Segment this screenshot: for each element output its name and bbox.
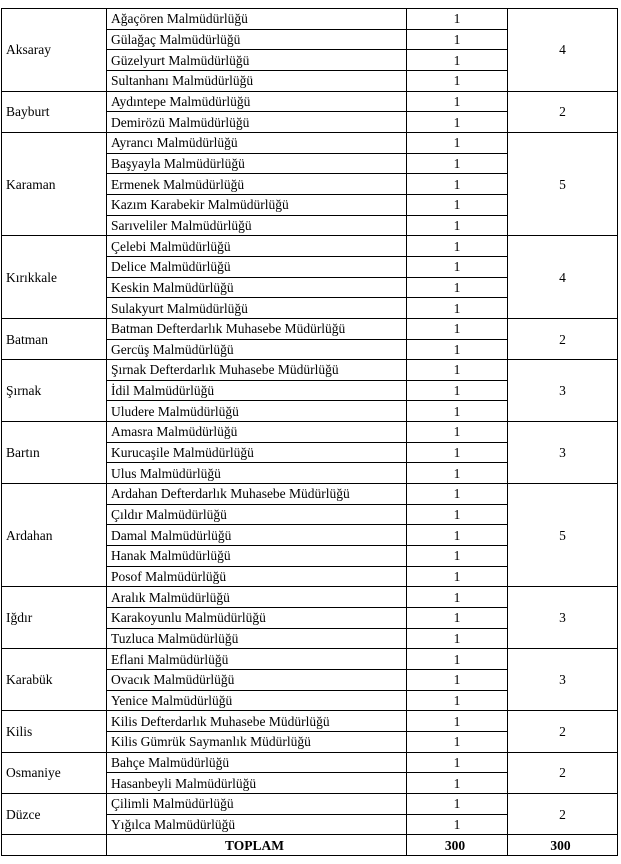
office-count-cell: 1	[407, 670, 508, 691]
table-row	[2, 711, 618, 732]
office-name-cell: Demirözü Malmüdürlüğü	[107, 112, 407, 133]
office-count-cell: 1	[407, 690, 508, 711]
office-count-cell: 1	[407, 29, 508, 50]
office-count-cell: 1	[407, 752, 508, 773]
office-count-cell: 1	[407, 318, 508, 339]
office-name-cell: Kilis Defterdarlık Muhasebe Müdürlüğü	[107, 711, 407, 732]
office-count-cell: 1	[407, 628, 508, 649]
office-name-cell: Hanak Malmüdürlüğü	[107, 546, 407, 567]
office-count-cell: 1	[407, 442, 508, 463]
office-count-cell: 1	[407, 277, 508, 298]
office-name-cell: Ovacık Malmüdürlüğü	[107, 670, 407, 691]
total-label: TOPLAM	[107, 835, 407, 856]
province-total-cell: 4	[508, 236, 618, 319]
province-cell: Bartın	[2, 422, 107, 484]
office-count-cell: 1	[407, 70, 508, 91]
table-row	[2, 9, 618, 30]
office-name-cell: Eflani Malmüdürlüğü	[107, 649, 407, 670]
office-count-cell: 1	[407, 401, 508, 422]
office-name-cell: Tuzluca Malmüdürlüğü	[107, 628, 407, 649]
office-name-cell: Güzelyurt Malmüdürlüğü	[107, 50, 407, 71]
office-count-cell: 1	[407, 174, 508, 195]
office-name-cell: Ermenek Malmüdürlüğü	[107, 174, 407, 195]
total-count: 300	[407, 835, 508, 856]
table-row	[2, 422, 618, 443]
office-name-cell: Kilis Gümrük Saymanlık Müdürlüğü	[107, 731, 407, 752]
office-name-cell: Sarıveliler Malmüdürlüğü	[107, 215, 407, 236]
province-cell: Batman	[2, 318, 107, 359]
office-name-cell: Hasanbeyli Malmüdürlüğü	[107, 773, 407, 794]
office-count-cell: 1	[407, 608, 508, 629]
table-row	[2, 360, 618, 381]
office-count-cell: 1	[407, 236, 508, 257]
office-count-cell: 1	[407, 153, 508, 174]
office-count-cell: 1	[407, 360, 508, 381]
office-count-cell: 1	[407, 132, 508, 153]
office-count-cell: 1	[407, 256, 508, 277]
province-cell: Iğdır	[2, 587, 107, 649]
total-row	[2, 835, 618, 856]
office-name-cell: Kazım Karabekir Malmüdürlüğü	[107, 194, 407, 215]
office-name-cell: Başyayla Malmüdürlüğü	[107, 153, 407, 174]
total-empty-cell	[2, 835, 107, 856]
province-cell: Karabük	[2, 649, 107, 711]
office-count-cell: 1	[407, 380, 508, 401]
office-count-cell: 1	[407, 566, 508, 587]
office-name-cell: Ulus Malmüdürlüğü	[107, 463, 407, 484]
office-count-cell: 1	[407, 50, 508, 71]
office-name-cell: Bahçe Malmüdürlüğü	[107, 752, 407, 773]
office-count-cell: 1	[407, 793, 508, 814]
province-total-cell: 5	[508, 484, 618, 587]
office-name-cell: İdil Malmüdürlüğü	[107, 380, 407, 401]
office-count-cell: 1	[407, 194, 508, 215]
province-total-cell: 2	[508, 752, 618, 793]
office-count-cell: 1	[407, 587, 508, 608]
province-cell: Osmaniye	[2, 752, 107, 793]
office-name-cell: Amasra Malmüdürlüğü	[107, 422, 407, 443]
province-cell: Karaman	[2, 132, 107, 235]
province-cell: Şırnak	[2, 360, 107, 422]
table-row	[2, 484, 618, 505]
office-name-cell: Damal Malmüdürlüğü	[107, 525, 407, 546]
office-count-cell: 1	[407, 484, 508, 505]
office-name-cell: Ağaçören Malmüdürlüğü	[107, 9, 407, 30]
table-row	[2, 793, 618, 814]
allocation-table-body	[2, 9, 618, 856]
office-name-cell: Çelebi Malmüdürlüğü	[107, 236, 407, 257]
office-count-cell: 1	[407, 814, 508, 835]
office-name-cell: Yenice Malmüdürlüğü	[107, 690, 407, 711]
office-count-cell: 1	[407, 463, 508, 484]
table-row	[2, 318, 618, 339]
province-total-cell: 2	[508, 711, 618, 752]
province-total-cell: 2	[508, 793, 618, 834]
office-count-cell: 1	[407, 773, 508, 794]
province-cell: Ardahan	[2, 484, 107, 587]
office-name-cell: Karakoyunlu Malmüdürlüğü	[107, 608, 407, 629]
office-count-cell: 1	[407, 112, 508, 133]
table-row	[2, 91, 618, 112]
allocation-table	[1, 8, 618, 856]
table-row	[2, 132, 618, 153]
province-total-cell: 3	[508, 587, 618, 649]
province-total-cell: 2	[508, 91, 618, 132]
office-name-cell: Posof Malmüdürlüğü	[107, 566, 407, 587]
office-name-cell: Aydıntepe Malmüdürlüğü	[107, 91, 407, 112]
office-count-cell: 1	[407, 9, 508, 30]
office-name-cell: Uludere Malmüdürlüğü	[107, 401, 407, 422]
province-cell: Aksaray	[2, 9, 107, 92]
office-count-cell: 1	[407, 525, 508, 546]
table-row	[2, 752, 618, 773]
grand-total: 300	[508, 835, 618, 856]
office-count-cell: 1	[407, 731, 508, 752]
office-name-cell: Kurucaşile Malmüdürlüğü	[107, 442, 407, 463]
province-cell: Kilis	[2, 711, 107, 752]
office-count-cell: 1	[407, 649, 508, 670]
province-total-cell: 3	[508, 360, 618, 422]
office-name-cell: Batman Defterdarlık Muhasebe Müdürlüğü	[107, 318, 407, 339]
office-count-cell: 1	[407, 91, 508, 112]
table-row	[2, 649, 618, 670]
province-total-cell: 4	[508, 9, 618, 92]
office-count-cell: 1	[407, 298, 508, 319]
table-row	[2, 236, 618, 257]
office-name-cell: Ayrancı Malmüdürlüğü	[107, 132, 407, 153]
province-total-cell: 3	[508, 422, 618, 484]
province-total-cell: 5	[508, 132, 618, 235]
office-name-cell: Keskin Malmüdürlüğü	[107, 277, 407, 298]
office-name-cell: Aralık Malmüdürlüğü	[107, 587, 407, 608]
province-total-cell: 3	[508, 649, 618, 711]
office-name-cell: Çilimli Malmüdürlüğü	[107, 793, 407, 814]
province-cell: Düzce	[2, 793, 107, 834]
office-count-cell: 1	[407, 504, 508, 525]
office-name-cell: Gercüş Malmüdürlüğü	[107, 339, 407, 360]
office-name-cell: Sulakyurt Malmüdürlüğü	[107, 298, 407, 319]
province-cell: Kırıkkale	[2, 236, 107, 319]
office-name-cell: Yığılca Malmüdürlüğü	[107, 814, 407, 835]
office-count-cell: 1	[407, 215, 508, 236]
office-name-cell: Delice Malmüdürlüğü	[107, 256, 407, 277]
office-count-cell: 1	[407, 711, 508, 732]
office-name-cell: Gülağaç Malmüdürlüğü	[107, 29, 407, 50]
office-count-cell: 1	[407, 546, 508, 567]
province-total-cell: 2	[508, 318, 618, 359]
office-name-cell: Çıldır Malmüdürlüğü	[107, 504, 407, 525]
office-count-cell: 1	[407, 339, 508, 360]
office-count-cell: 1	[407, 422, 508, 443]
office-name-cell: Şırnak Defterdarlık Muhasebe Müdürlüğü	[107, 360, 407, 381]
table-row	[2, 587, 618, 608]
province-cell: Bayburt	[2, 91, 107, 132]
office-name-cell: Sultanhanı Malmüdürlüğü	[107, 70, 407, 91]
office-name-cell: Ardahan Defterdarlık Muhasebe Müdürlüğü	[107, 484, 407, 505]
